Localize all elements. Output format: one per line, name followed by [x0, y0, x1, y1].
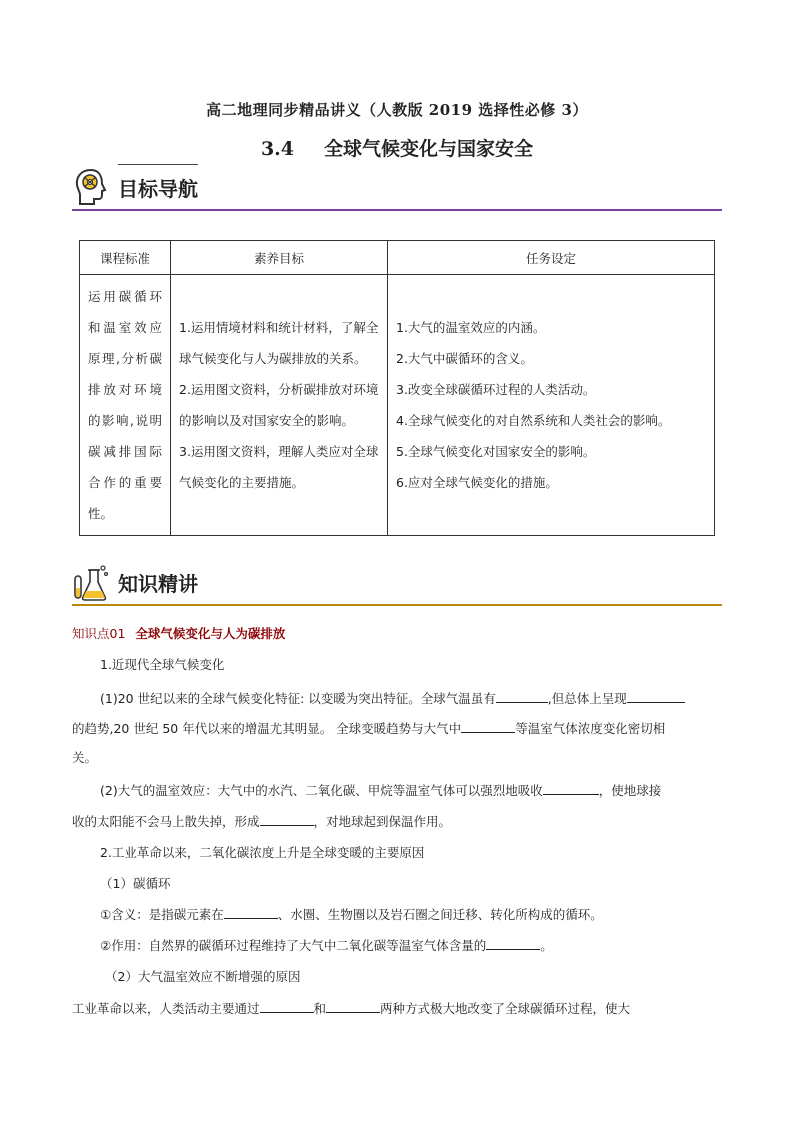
task-item: 3.改变全球碳循环过程的人类活动。	[396, 382, 596, 397]
task-item: 5.全球气候变化对国家安全的影响。	[396, 444, 596, 459]
header-top-rule	[118, 164, 198, 165]
section-header-knowledge	[72, 562, 722, 606]
text-run: 的趋势,20 世纪 50 年代以来的增温尤其明显。 全球变暖趋势与大气中	[72, 721, 462, 736]
text-run: 。	[540, 938, 553, 953]
section-header-goals	[72, 167, 722, 211]
fill-blank	[224, 906, 278, 919]
goal-item: 3.运用图文资料，理解人类应对全球气候变化的主要措施。	[179, 444, 379, 490]
lesson-number: 3.4	[260, 138, 295, 160]
task-item: 2.大气中碳循环的含义。	[396, 351, 533, 366]
table-row	[80, 275, 715, 536]
text-run: (2)大气的温室效应：大气中的水汽、二氧化碳、甲烷等温室气体可以强烈地吸收	[100, 783, 543, 798]
curriculum-table	[79, 240, 715, 536]
brain-gear-head-icon	[72, 167, 110, 207]
knowledge-point-title: 全球气候变化与人为碳排放	[135, 626, 286, 641]
paragraph-line: 关。	[72, 750, 98, 765]
text-run: 、水圈、生物圈以及岩石圈之间迁移、转化所构成的循环。	[277, 907, 603, 922]
text-run: 等温室气体浓度变化密切相	[515, 721, 666, 736]
fill-blank	[543, 782, 599, 795]
paragraph-line	[72, 905, 724, 923]
standard-cell: 运用碳循环和温室效应原理,分析碳排放对环境的影响,说明碳减排国际合作的重要性。	[80, 275, 171, 536]
knowledge-point-heading	[72, 624, 285, 642]
document-title	[0, 134, 794, 161]
fill-blank	[461, 720, 515, 733]
heading-2: 2.工业革命以来，二氧化碳浓度上升是全球变暖的主要原因	[100, 845, 425, 860]
heading-1: 1.近现代全球气候变化	[100, 657, 225, 672]
tasks-cell	[388, 275, 715, 536]
lesson-title: 全球气候变化与国家安全	[324, 138, 534, 160]
task-item: 1.大气的温室效应的内涵。	[396, 320, 546, 335]
lab-flask-icon	[72, 562, 110, 602]
paragraph-line	[72, 689, 724, 707]
fill-blank	[486, 937, 540, 950]
table-header-row	[80, 241, 715, 275]
fill-blank	[260, 1000, 314, 1013]
text-run: ，使地球接	[598, 783, 662, 798]
fill-blank	[496, 690, 548, 703]
goals-cell	[171, 275, 388, 536]
text-run: 两种方式极大地改变了全球碳循环过程，使大	[380, 1001, 631, 1016]
task-item: 6.应对全球气候变化的措施。	[396, 475, 558, 490]
goal-item: 2.运用图文资料，分析碳排放对环境的影响以及对国家安全的影响。	[179, 382, 379, 428]
text-run: ②作用：自然界的碳循环过程维持了大气中二氧化碳等温室气体含量的	[100, 938, 487, 953]
section-label: 目标导航	[118, 177, 198, 201]
text-run: 和	[313, 1001, 327, 1016]
text-run: 工业革命以来，人类活动主要通过	[72, 1001, 260, 1016]
document-subtitle: 高二地理同步精品讲义（人教版 2019 选择性必修 3）	[206, 101, 588, 119]
paragraph-line	[72, 781, 724, 799]
header-cell-goals: 素养目标	[171, 241, 388, 275]
text-run: (1)20 世纪以来的全球气候变化特征: 以变暖为突出特征。全球气温虽有	[100, 691, 496, 706]
text-run: ①含义：是指碳元素在	[100, 907, 224, 922]
paragraph-line	[72, 936, 724, 954]
task-item: 4.全球气候变化的对自然系统和人类社会的影响。	[396, 413, 671, 428]
knowledge-point-number: 知识点01	[72, 626, 126, 641]
paragraph-line	[72, 999, 724, 1017]
fill-blank	[326, 1000, 380, 1013]
paragraph-line	[72, 719, 724, 737]
section-divider	[72, 209, 722, 211]
header-cell-standard: 课程标准	[80, 241, 171, 275]
header-cell-tasks: 任务设定	[388, 241, 715, 275]
heading-4: （2）大气温室效应不断增强的原因	[105, 969, 301, 984]
text-run: 收的太阳能不会马上散失掉，形成	[72, 814, 260, 829]
fill-blank	[260, 813, 314, 826]
text-run: ，对地球起到保温作用。	[313, 814, 452, 829]
heading-3: （1）碳循环	[100, 876, 171, 891]
goal-item: 1.运用情境材料和统计材料，了解全球气候变化与人为碳排放的关系。	[179, 320, 379, 366]
text-run: ,但总体上呈现	[547, 691, 627, 706]
fill-blank	[627, 690, 685, 703]
section-divider	[72, 604, 722, 606]
paragraph-line	[72, 812, 724, 830]
section-label: 知识精讲	[118, 572, 198, 596]
